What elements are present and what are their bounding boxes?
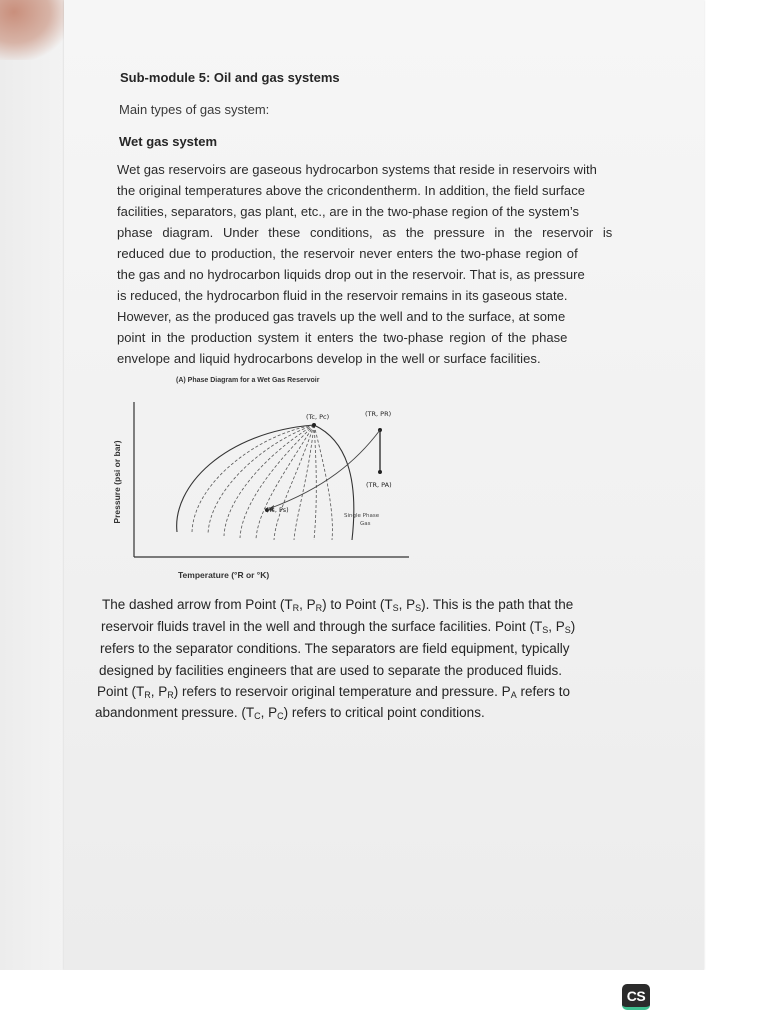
label-separator-point: (Ts, Ps) bbox=[266, 506, 289, 514]
paragraph-line: reduced due to production, the reservoir never enters the two-phase region of bbox=[117, 246, 578, 261]
y-axis-label-wrap bbox=[110, 433, 124, 533]
paragraph-line: point in the production system it enters the two-phase region of the phase bbox=[117, 330, 568, 345]
paragraph-line: facilities, separators, gas plant, etc., are in the two-phase region of the system’s bbox=[117, 204, 580, 219]
photo-background-right bbox=[704, 0, 768, 970]
y-axis-label: Pressure (psi or bar) bbox=[112, 440, 122, 524]
quality-lines bbox=[192, 425, 332, 540]
paragraph-line: envelope and liquid hydrocarbons develop in the well or surface facilities. bbox=[117, 351, 541, 366]
region-label-line2: Gas bbox=[360, 521, 371, 527]
paragraph-line: Wet gas reservoirs are gaseous hydrocarbon systems that reside in reservoirs with bbox=[117, 162, 597, 177]
section-title: Main types of gas system: bbox=[119, 102, 270, 117]
explanation-line: The dashed arrow from Point ($T_R$, $P_R$) to Point ($T_S$, $P_S$). This is the path that the bbox=[102, 597, 574, 613]
camscanner-logo: CS bbox=[622, 984, 650, 1010]
explanation-line: designed by facilities engineers that are used to separate the produced fluids. bbox=[99, 663, 563, 678]
explanation-line: abandonment pressure. ($T_C$, $P_C$) refers to critical point conditions. bbox=[95, 705, 485, 721]
paragraph-line: However, as the produced gas travels up the well and to the surface, at some bbox=[117, 309, 566, 324]
region-label-line1: Single Phase bbox=[344, 513, 380, 519]
explanation-line: Point ($T_R$, $P_R$) refers to reservoir original temperature and pressure. $P_A$ refers to bbox=[97, 684, 570, 700]
abandonment-point-marker bbox=[378, 470, 382, 474]
bottom-margin bbox=[0, 970, 768, 1024]
production-path-arrow bbox=[271, 430, 380, 508]
label-reservoir-point: (TR, PR) bbox=[365, 410, 392, 418]
paragraph-line: the original temperatures above the cricondentherm. In addition, the field surface bbox=[117, 183, 586, 198]
module-title: Sub-module 5: Oil and gas systems bbox=[120, 70, 340, 85]
explanation-line: refers to the separator conditions. The separators are field equipment, typically bbox=[100, 641, 570, 656]
phase-diagram bbox=[124, 392, 414, 567]
explanation-line: reservoir fluids travel in the well and through the surface facilities. Point ($T_S$, $P_S$) bbox=[101, 619, 576, 635]
figure-caption: (A) Phase Diagram for a Wet Gas Reservoir bbox=[176, 377, 320, 384]
paragraph-line: is reduced, the hydrocarbon fluid in the reservoir remains in its gaseous state. bbox=[117, 288, 568, 303]
label-abandonment-point: (TR, PA) bbox=[366, 481, 392, 489]
critical-point-marker bbox=[312, 423, 316, 427]
photo-background-left bbox=[0, 0, 64, 970]
paragraph-line: phase diagram. Under these conditions, as the pressure in the reservoir is bbox=[117, 225, 613, 240]
label-critical-point: (Tc, Pc) bbox=[306, 413, 330, 421]
x-axis-label: Temperature (°R or °K) bbox=[178, 570, 270, 580]
paragraph-line: the gas and no hydrocarbon liquids drop out in the reservoir. That is, as pressure bbox=[117, 267, 585, 282]
finger-shadow bbox=[0, 0, 70, 60]
subsection-title: Wet gas system bbox=[119, 134, 218, 149]
